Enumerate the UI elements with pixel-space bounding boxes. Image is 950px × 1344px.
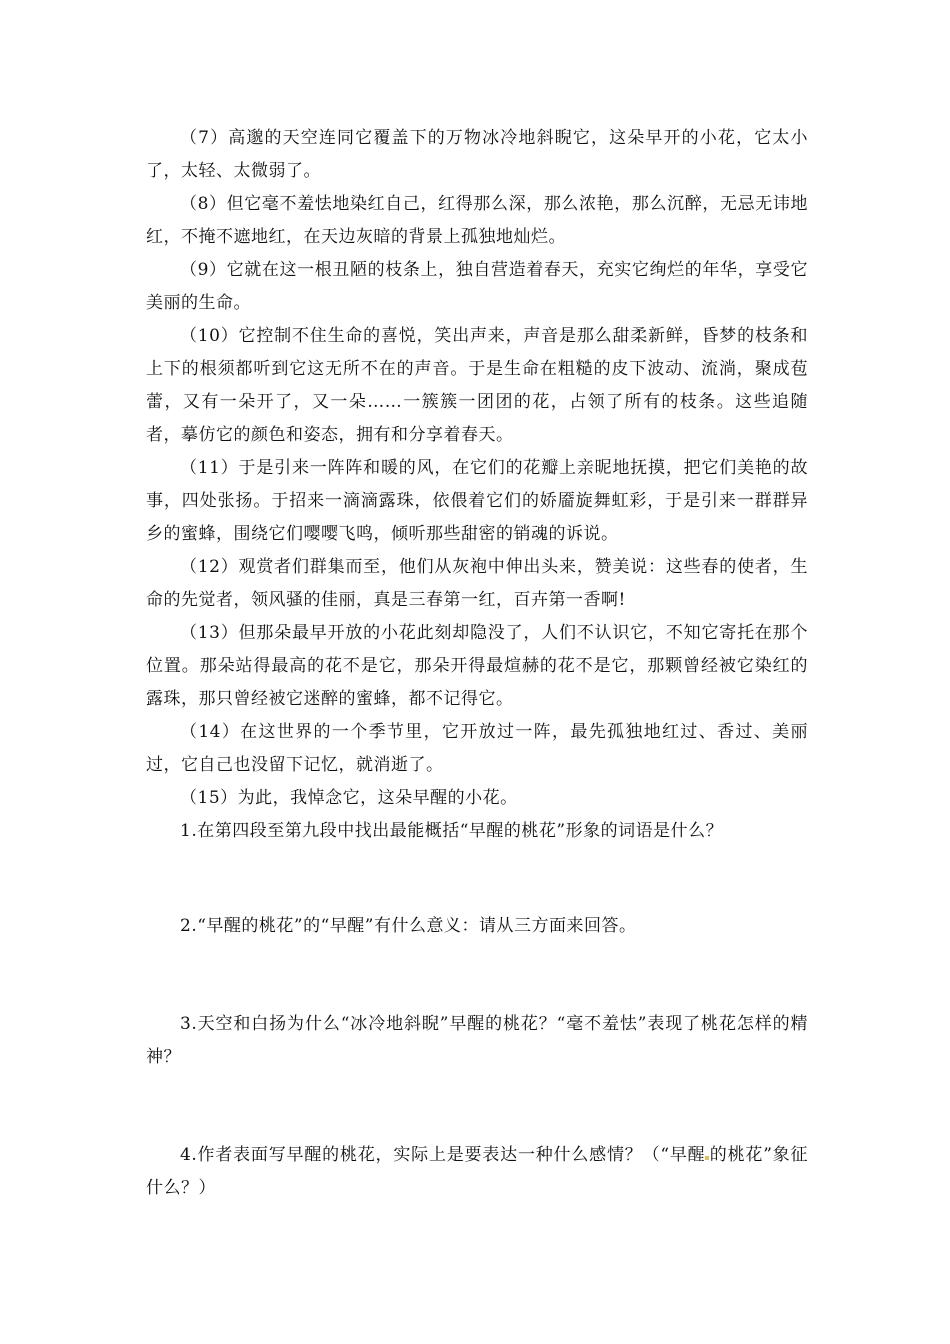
question-4-part-2: 的桃花”象征什么？） (146, 1145, 808, 1198)
question-4-part-1: 4.作者表面写早醒的桃花，实际上是要表达一种什么感情？（“早醒 (180, 1145, 706, 1165)
paragraph-9: （9）它就在这一根丑陋的枝条上，独自营造着春天，充实它绚烂的年华，享受它美丽的生命。 (146, 260, 808, 313)
paragraph-8: （8）但它毫不羞怯地染红自己，红得那么深，那么浓艳，那么沉醉，无忌无讳地红，不掩不遮地红，在天边灰暗的背景上孤独地灿烂。 (146, 194, 808, 247)
question-2: 2.“早醒的桃花”的“早醒”有什么意义：请从三方面来回答。 (180, 916, 637, 936)
paragraph-14: （14）在这世界的一个季节里，它开放过一阵，最先孤独地红过、香过、美丽过，它自己也没留下记忆，就消逝了。 (146, 722, 808, 775)
paragraph-15: （15）为此，我悼念它，这朵早醒的小花。 (180, 788, 518, 808)
paragraph-11: （11）于是引来一阵阵和暖的风，在它们的花瓣上亲昵地抚摸，把它们美艳的故事，四处张扬。于招来一滴滴露珠，依偎着它们的娇靥旋舞虹彩，于是引来一群群异乡的蜜蜂，围绕它们嘤嘤飞鸣，倾听那些甜密的销魂的诉说。 (146, 458, 808, 544)
paragraph-12: （12）观赏者们群集而至，他们从灰袍中伸出头来，赞美说：这些春的使者，生命的先觉者，领风骚的佳丽，真是三春第一红，百卉第一香啊! (146, 557, 808, 610)
question-1: 1.在第四段至第九段中找出最能概括“早醒的桃花”形象的词语是什么？ (180, 821, 724, 841)
paragraph-10: （10）它控制不住生命的喜悦，笑出声来，声音是那么甜柔新鲜，昏梦的枝条和上下的根须都听到它这无所不在的声音。于是生命在粗糙的皮下波动、流淌，聚成苞蕾，又有一朵开了，又一朵……一簇簇一团团的花，占领了所有的枝条。这些追随者，摹仿它的颜色和姿态，拥有和分享着春天。 (146, 326, 808, 445)
paragraph-13: （13）但那朵最早开放的小花此刻却隐没了，人们不认识它，不知它寄托在那个位置。那朵站得最高的花不是它，那朵开得最煊赫的花不是它，那颗曾经被它染红的露珠，那只曾经被它迷醉的蜜蜂，都不记得它。 (146, 623, 808, 709)
paragraph-7: （7）高邈的天空连同它覆盖下的万物冰冷地斜睨它，这朵早开的小花，它太小了，太轻、太微弱了。 (146, 128, 808, 181)
question-3: 3.天空和白扬为什么“冰冷地斜睨”早醒的桃花？“毫不羞怯”表现了桃花怎样的精神？ (146, 1014, 808, 1067)
question-4 (146, 1139, 808, 1205)
